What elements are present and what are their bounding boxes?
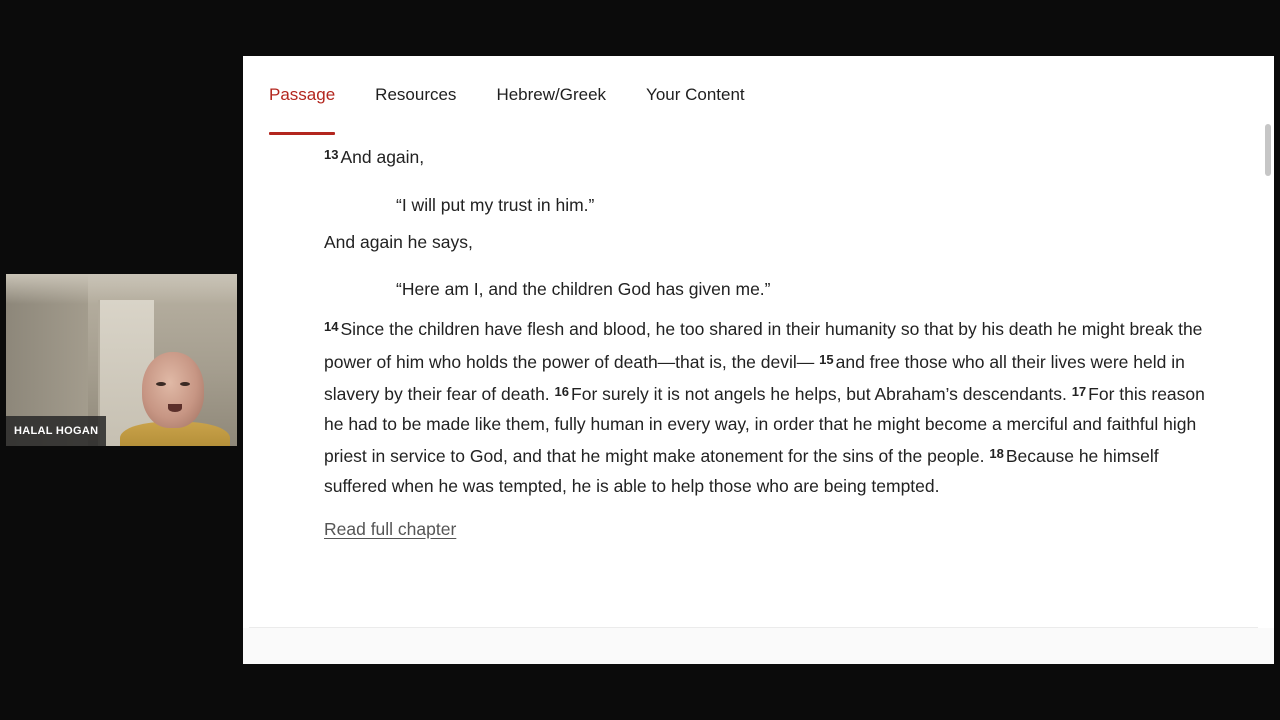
verse-number: 17 (1071, 384, 1087, 399)
verse-text: For this reason he had to be made like them, fully human in every way, in order that he might become a merciful and faithful high priest in service to God, and that he might make atonement for the sins of the people. (324, 384, 1205, 466)
verse-13-continued: And again he says, (324, 231, 473, 252)
verse-number: 16 (554, 384, 570, 399)
tab-hebrew-greek[interactable] (496, 56, 606, 136)
read-full-chapter-link[interactable]: Read full chapter (324, 519, 457, 539)
tab-your-content-label: Your Content (646, 85, 745, 104)
verse-text: For surely it is not angels he helps, but Abraham’s descendants. (571, 384, 1067, 404)
poetry-quote: “I will put my trust in him.” (396, 194, 595, 215)
passage-content (324, 140, 1224, 540)
verse-text: Because he himself suffered when he was tempted, he is able to help those who are being tempted. (324, 446, 1159, 496)
participant-mouth (168, 404, 182, 412)
tab-hebrew-greek-label: Hebrew/Greek (496, 85, 607, 104)
tab-passage[interactable] (269, 56, 335, 136)
verse-number: 15 (819, 351, 834, 367)
poetry-quote: “Here am I, and the children God has given me.” (396, 279, 771, 299)
vertical-scrollbar-thumb[interactable] (1265, 124, 1271, 176)
participant-eye-left (156, 382, 166, 386)
tab-passage-label: Passage (269, 85, 336, 104)
verse-number: 18 (989, 446, 1004, 461)
participant-video-tile[interactable] (6, 274, 237, 446)
participant-eye-right (180, 382, 190, 386)
panel-footer-area (243, 628, 1274, 664)
tab-bar (269, 56, 785, 136)
participant-head (142, 352, 204, 428)
bible-passage-panel (243, 56, 1274, 664)
participant-name-label: HALAL HOGAN (6, 416, 106, 446)
verse-13 (324, 140, 1224, 173)
verses-14-18-paragraph (324, 312, 1209, 501)
verse-number: 13 (324, 147, 339, 162)
verse-number: 14 (324, 319, 339, 334)
participant-figure (134, 352, 214, 446)
tab-resources[interactable] (375, 56, 456, 136)
verse-text: and free those who all their lives were held in slavery by their fear of death. (324, 351, 1185, 404)
tab-your-content[interactable] (646, 56, 745, 136)
verse-text: Since the children have flesh and blood, he too shared in their humanity so that by his death he might break the power of him who holds the power of death—that is, the devil— (324, 319, 1203, 372)
tab-resources-label: Resources (375, 85, 457, 104)
active-tab-indicator (269, 132, 335, 135)
verse-text: And again, (340, 147, 425, 167)
